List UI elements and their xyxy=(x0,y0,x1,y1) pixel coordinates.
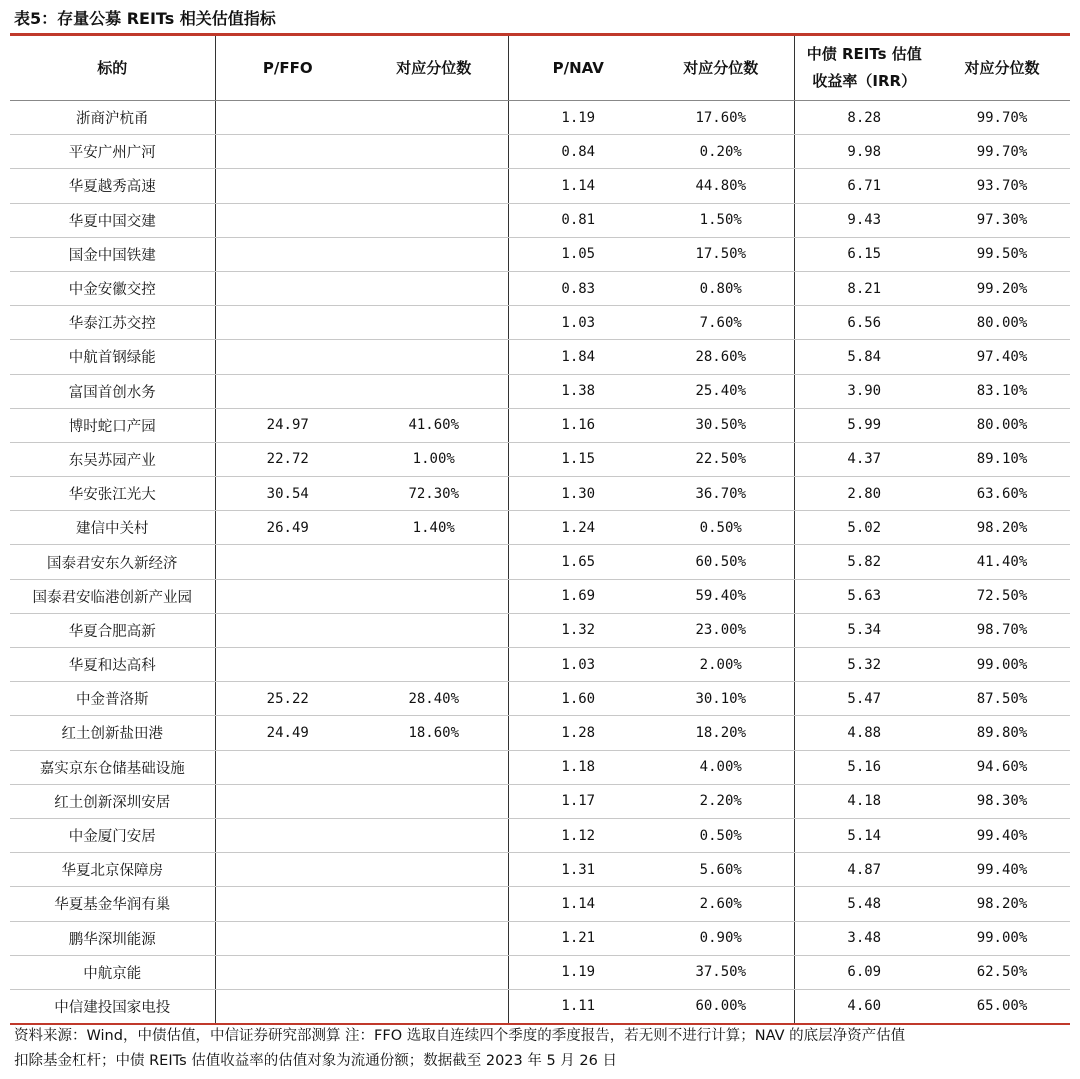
cell-pnav-percentile: 5.60% xyxy=(648,853,794,887)
cell-name: 红土创新深圳安居 xyxy=(10,784,215,818)
cell-pnav: 1.21 xyxy=(508,921,648,955)
cell-name: 华夏合肥高新 xyxy=(10,613,215,647)
cell-irr-percentile: 99.70% xyxy=(934,101,1070,135)
cell-irr-percentile: 99.50% xyxy=(934,237,1070,271)
cell-name: 中金安徽交控 xyxy=(10,271,215,305)
cell-pffo xyxy=(215,271,360,305)
cell-pffo-percentile xyxy=(360,613,508,647)
cell-pnav: 1.30 xyxy=(508,477,648,511)
table-row xyxy=(10,306,1070,340)
cell-pnav: 1.14 xyxy=(508,887,648,921)
cell-pnav: 1.19 xyxy=(508,955,648,989)
cell-irr: 5.34 xyxy=(794,613,934,647)
cell-pnav-percentile: 1.50% xyxy=(648,203,794,237)
cell-name: 鹏华深圳能源 xyxy=(10,921,215,955)
cell-irr: 5.99 xyxy=(794,408,934,442)
cell-pnav-percentile: 2.20% xyxy=(648,784,794,818)
cell-irr-percentile: 99.70% xyxy=(934,135,1070,169)
cell-irr: 6.71 xyxy=(794,169,934,203)
cell-name: 浙商沪杭甬 xyxy=(10,101,215,135)
cell-pffo: 24.49 xyxy=(215,716,360,750)
cell-pnav: 1.60 xyxy=(508,682,648,716)
cell-pnav: 1.38 xyxy=(508,374,648,408)
cell-pffo xyxy=(215,203,360,237)
cell-pffo-percentile: 1.40% xyxy=(360,511,508,545)
cell-pffo xyxy=(215,989,360,1023)
cell-pnav-percentile: 23.00% xyxy=(648,613,794,647)
cell-pnav-percentile: 2.00% xyxy=(648,648,794,682)
cell-pnav: 1.18 xyxy=(508,750,648,784)
cell-irr-percentile: 41.40% xyxy=(934,545,1070,579)
cell-irr: 5.48 xyxy=(794,887,934,921)
cell-irr-percentile: 97.30% xyxy=(934,203,1070,237)
cell-irr-percentile: 89.10% xyxy=(934,442,1070,476)
cell-pffo xyxy=(215,135,360,169)
cell-irr: 6.15 xyxy=(794,237,934,271)
cell-name: 华夏越秀高速 xyxy=(10,169,215,203)
cell-name: 嘉实京东仓储基础设施 xyxy=(10,750,215,784)
cell-irr: 5.16 xyxy=(794,750,934,784)
cell-name: 平安广州广河 xyxy=(10,135,215,169)
table-row xyxy=(10,477,1070,511)
cell-pnav: 1.16 xyxy=(508,408,648,442)
cell-pnav-percentile: 0.90% xyxy=(648,921,794,955)
cell-name: 国泰君安临港创新产业园 xyxy=(10,579,215,613)
cell-name: 中航京能 xyxy=(10,955,215,989)
cell-pffo xyxy=(215,955,360,989)
table-row xyxy=(10,101,1070,135)
cell-pnav-percentile: 28.60% xyxy=(648,340,794,374)
cell-irr-percentile: 99.00% xyxy=(934,648,1070,682)
cell-pffo-percentile xyxy=(360,853,508,887)
cell-pffo-percentile: 18.60% xyxy=(360,716,508,750)
cell-name: 中航首钢绿能 xyxy=(10,340,215,374)
cell-pffo xyxy=(215,613,360,647)
cell-pnav: 1.12 xyxy=(508,818,648,852)
cell-pnav-percentile: 36.70% xyxy=(648,477,794,511)
cell-irr-percentile: 62.50% xyxy=(934,955,1070,989)
cell-pffo-percentile xyxy=(360,169,508,203)
header-irr xyxy=(794,36,934,101)
cell-pffo-percentile xyxy=(360,101,508,135)
cell-irr: 6.56 xyxy=(794,306,934,340)
cell-pffo-percentile xyxy=(360,750,508,784)
cell-irr-percentile: 97.40% xyxy=(934,340,1070,374)
table-row xyxy=(10,648,1070,682)
cell-irr-percentile: 99.00% xyxy=(934,921,1070,955)
table-header-row xyxy=(10,36,1070,101)
cell-pnav: 0.83 xyxy=(508,271,648,305)
cell-pffo xyxy=(215,784,360,818)
cell-pffo xyxy=(215,237,360,271)
cell-pffo-percentile xyxy=(360,271,508,305)
cell-irr: 5.47 xyxy=(794,682,934,716)
cell-pffo-percentile: 28.40% xyxy=(360,682,508,716)
cell-pffo xyxy=(215,853,360,887)
table-row xyxy=(10,374,1070,408)
header-irr-line2: 收益率（IRR） xyxy=(812,72,917,90)
cell-irr: 3.90 xyxy=(794,374,934,408)
table-body xyxy=(10,101,1070,1024)
cell-pffo xyxy=(215,921,360,955)
cell-pnav-percentile: 0.20% xyxy=(648,135,794,169)
cell-irr-percentile: 87.50% xyxy=(934,682,1070,716)
table-row xyxy=(10,135,1070,169)
cell-pnav-percentile: 30.10% xyxy=(648,682,794,716)
cell-pffo-percentile xyxy=(360,818,508,852)
cell-irr-percentile: 80.00% xyxy=(934,408,1070,442)
table-row xyxy=(10,818,1070,852)
cell-irr: 5.32 xyxy=(794,648,934,682)
cell-pnav-percentile: 18.20% xyxy=(648,716,794,750)
table-row xyxy=(10,408,1070,442)
cell-irr: 6.09 xyxy=(794,955,934,989)
table-row xyxy=(10,921,1070,955)
cell-irr: 8.28 xyxy=(794,101,934,135)
cell-name: 华泰江苏交控 xyxy=(10,306,215,340)
header-pffo-percentile: 对应分位数 xyxy=(360,36,508,101)
cell-pffo xyxy=(215,306,360,340)
table-row xyxy=(10,887,1070,921)
cell-name: 华夏中国交建 xyxy=(10,203,215,237)
cell-irr: 4.37 xyxy=(794,442,934,476)
table-row xyxy=(10,989,1070,1023)
cell-name: 中金普洛斯 xyxy=(10,682,215,716)
cell-irr: 5.02 xyxy=(794,511,934,545)
cell-pnav-percentile: 17.60% xyxy=(648,101,794,135)
cell-irr-percentile: 98.20% xyxy=(934,511,1070,545)
table-row xyxy=(10,169,1070,203)
cell-pnav: 1.17 xyxy=(508,784,648,818)
cell-pnav: 1.28 xyxy=(508,716,648,750)
cell-name: 国金中国铁建 xyxy=(10,237,215,271)
cell-name: 华夏北京保障房 xyxy=(10,853,215,887)
cell-pffo xyxy=(215,101,360,135)
cell-pnav-percentile: 0.50% xyxy=(648,818,794,852)
cell-pnav: 1.31 xyxy=(508,853,648,887)
header-pnav-percentile: 对应分位数 xyxy=(648,36,794,101)
cell-pffo: 30.54 xyxy=(215,477,360,511)
cell-irr: 3.48 xyxy=(794,921,934,955)
cell-pnav-percentile: 30.50% xyxy=(648,408,794,442)
cell-irr-percentile: 99.20% xyxy=(934,271,1070,305)
table-row xyxy=(10,750,1070,784)
cell-pffo xyxy=(215,887,360,921)
table-row xyxy=(10,203,1070,237)
header-irr-percentile: 对应分位数 xyxy=(934,36,1070,101)
cell-pnav: 1.05 xyxy=(508,237,648,271)
cell-pnav: 1.69 xyxy=(508,579,648,613)
cell-pffo-percentile xyxy=(360,374,508,408)
cell-pffo xyxy=(215,648,360,682)
cell-pffo-percentile xyxy=(360,237,508,271)
cell-name: 博时蛇口产园 xyxy=(10,408,215,442)
cell-pnav-percentile: 4.00% xyxy=(648,750,794,784)
source-notes xyxy=(14,1024,1070,1074)
cell-irr-percentile: 80.00% xyxy=(934,306,1070,340)
cell-irr-percentile: 89.80% xyxy=(934,716,1070,750)
table-caption: 表5：存量公募 REITs 相关估值指标 xyxy=(14,9,276,28)
cell-irr: 9.43 xyxy=(794,203,934,237)
cell-pffo-percentile xyxy=(360,784,508,818)
cell-pffo: 22.72 xyxy=(215,442,360,476)
cell-pnav-percentile: 25.40% xyxy=(648,374,794,408)
table-row xyxy=(10,613,1070,647)
cell-name: 富国首创水务 xyxy=(10,374,215,408)
header-name: 标的 xyxy=(10,36,215,101)
cell-pnav: 1.19 xyxy=(508,101,648,135)
cell-pffo: 26.49 xyxy=(215,511,360,545)
table-row xyxy=(10,442,1070,476)
cell-irr: 8.21 xyxy=(794,271,934,305)
cell-pnav-percentile: 60.00% xyxy=(695,998,747,1015)
cell-irr-percentile: 99.40% xyxy=(934,818,1070,852)
notes-line-2: 扣除基金杠杆；中债 REITs 估值收益率的估值对象为流通份额；数据截至 2023 年 5 月 26 日 xyxy=(14,1053,617,1069)
table-row xyxy=(10,682,1070,716)
cell-pffo-percentile xyxy=(360,545,508,579)
cell-pnav-percentile: 37.50% xyxy=(648,955,794,989)
cell-pffo: 25.22 xyxy=(215,682,360,716)
cell-irr-percentile: 65.00% xyxy=(976,998,1028,1015)
cell-name: 建信中关村 xyxy=(10,511,215,545)
header-pnav: P/NAV xyxy=(508,36,648,101)
cell-irr-percentile: 94.60% xyxy=(934,750,1070,784)
cell-irr: 4.18 xyxy=(794,784,934,818)
cell-irr-percentile: 83.10% xyxy=(934,374,1070,408)
table-row xyxy=(10,716,1070,750)
cell-irr: 2.80 xyxy=(794,477,934,511)
cell-pnav-percentile: 22.50% xyxy=(648,442,794,476)
cell-pffo-percentile xyxy=(360,648,508,682)
cell-pffo-percentile xyxy=(360,340,508,374)
cell-pnav: 1.03 xyxy=(508,306,648,340)
table-row xyxy=(10,784,1070,818)
cell-pnav: 1.24 xyxy=(508,511,648,545)
cell-irr: 5.84 xyxy=(794,340,934,374)
cell-name: 华安张江光大 xyxy=(10,477,215,511)
header-irr-line1: 中债 REITs 估值 xyxy=(806,45,922,63)
cell-pffo-percentile: 72.30% xyxy=(360,477,508,511)
cell-pffo: 24.97 xyxy=(215,408,360,442)
cell-pffo-percentile xyxy=(360,887,508,921)
cell-irr-percentile: 63.60% xyxy=(934,477,1070,511)
notes-line-1: 资料来源：Wind，中债估值，中信证券研究部测算 注：FFO 选取自连续四个季度的季度报告，若无则不进行计算；NAV 的底层净资产估值 xyxy=(14,1028,906,1044)
valuation-table-container xyxy=(10,33,1070,1025)
cell-pnav: 1.15 xyxy=(508,442,648,476)
cell-name: 中金厦门安居 xyxy=(10,818,215,852)
cell-pffo-percentile xyxy=(360,135,508,169)
cell-pffo xyxy=(215,545,360,579)
cell-pnav-percentile: 60.50% xyxy=(648,545,794,579)
cell-pffo xyxy=(215,340,360,374)
table-row xyxy=(10,237,1070,271)
cell-name: 中信建投国家电投 xyxy=(54,999,171,1016)
cell-pffo-percentile xyxy=(360,989,508,1023)
cell-pffo-percentile: 1.00% xyxy=(360,442,508,476)
cell-pffo-percentile xyxy=(360,955,508,989)
cell-irr: 5.14 xyxy=(794,818,934,852)
cell-irr-percentile: 98.30% xyxy=(934,784,1070,818)
cell-pnav-percentile: 2.60% xyxy=(648,887,794,921)
table-row xyxy=(10,545,1070,579)
cell-pnav-percentile: 59.40% xyxy=(648,579,794,613)
cell-pffo xyxy=(215,169,360,203)
cell-irr-percentile: 98.20% xyxy=(934,887,1070,921)
cell-pffo-percentile xyxy=(360,579,508,613)
cell-irr-percentile: 93.70% xyxy=(934,169,1070,203)
cell-irr-percentile: 98.70% xyxy=(934,613,1070,647)
cell-name: 华夏和达高科 xyxy=(10,648,215,682)
table-row xyxy=(10,340,1070,374)
cell-name: 华夏基金华润有巢 xyxy=(10,887,215,921)
cell-pnav-percentile: 17.50% xyxy=(648,237,794,271)
cell-pnav: 1.32 xyxy=(508,613,648,647)
cell-pffo xyxy=(215,374,360,408)
cell-irr: 9.98 xyxy=(794,135,934,169)
cell-name: 国泰君安东久新经济 xyxy=(10,545,215,579)
cell-irr: 5.63 xyxy=(794,579,934,613)
cell-irr: 4.60 xyxy=(794,989,934,1023)
cell-pnav: 1.11 xyxy=(508,989,648,1023)
cell-pffo-percentile xyxy=(360,203,508,237)
cell-pffo xyxy=(215,750,360,784)
header-pffo: P/FFO xyxy=(215,36,360,101)
cell-pnav: 0.81 xyxy=(508,203,648,237)
cell-irr: 4.88 xyxy=(794,716,934,750)
cell-pffo-percentile xyxy=(360,921,508,955)
cell-pnav: 1.14 xyxy=(508,169,648,203)
cell-irr: 4.87 xyxy=(794,853,934,887)
cell-pnav-percentile: 0.80% xyxy=(648,271,794,305)
cell-pnav-percentile: 7.60% xyxy=(648,306,794,340)
table-row xyxy=(10,579,1070,613)
cell-pffo xyxy=(215,818,360,852)
cell-pnav: 1.65 xyxy=(508,545,648,579)
cell-pffo-percentile: 41.60% xyxy=(360,408,508,442)
table-row xyxy=(10,271,1070,305)
cell-name: 红土创新盐田港 xyxy=(10,716,215,750)
table-row xyxy=(10,511,1070,545)
cell-pnav: 1.03 xyxy=(508,648,648,682)
cell-pnav-percentile: 44.80% xyxy=(648,169,794,203)
cell-pffo-percentile xyxy=(360,306,508,340)
cell-irr: 5.82 xyxy=(794,545,934,579)
cell-pnav: 1.84 xyxy=(508,340,648,374)
cell-irr-percentile: 72.50% xyxy=(934,579,1070,613)
table-row xyxy=(10,853,1070,887)
cell-pnav-percentile: 0.50% xyxy=(648,511,794,545)
cell-irr-percentile: 99.40% xyxy=(934,853,1070,887)
valuation-table xyxy=(10,36,1070,1023)
table-row xyxy=(10,955,1070,989)
cell-name: 东吴苏园产业 xyxy=(10,442,215,476)
cell-pffo xyxy=(215,579,360,613)
cell-pnav: 0.84 xyxy=(508,135,648,169)
